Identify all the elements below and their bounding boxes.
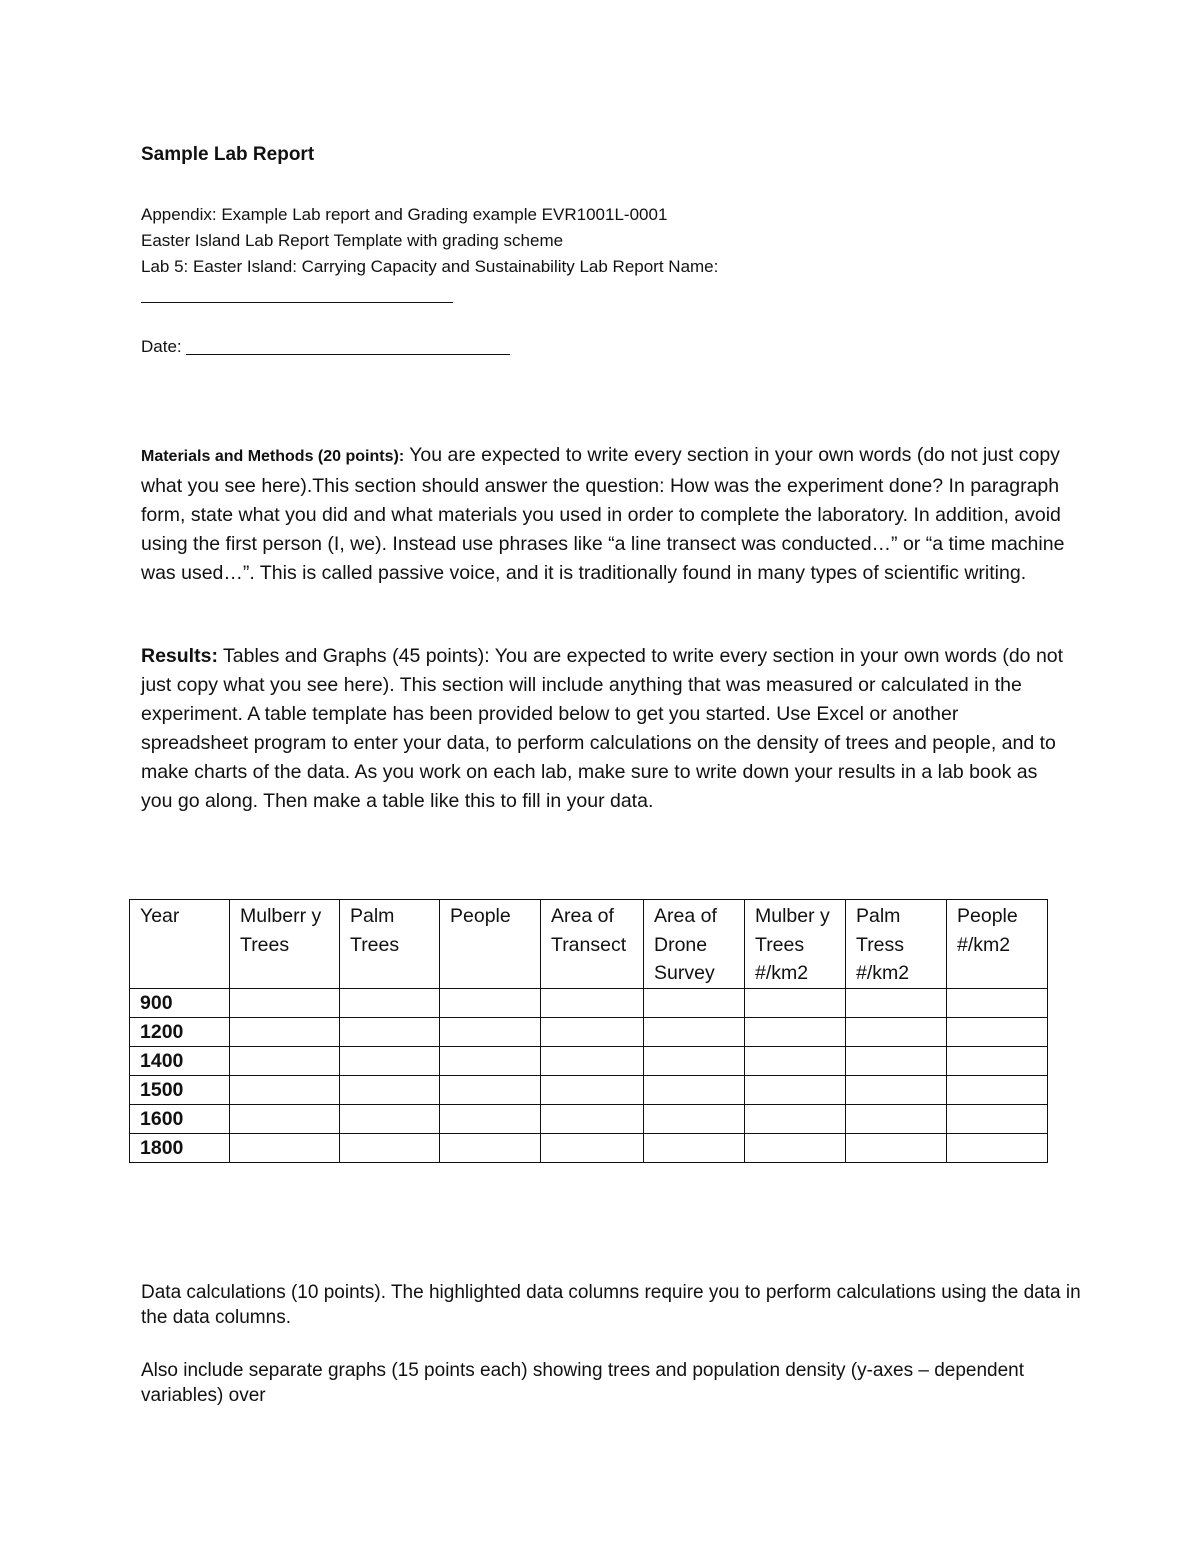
template-line: Easter Island Lab Report Template with grading scheme	[141, 231, 564, 250]
date-row	[141, 334, 510, 360]
table-cell[interactable]	[947, 989, 1048, 1018]
table-cell[interactable]	[644, 1134, 745, 1163]
table-row	[130, 1047, 1048, 1076]
table-cell[interactable]	[947, 1047, 1048, 1076]
date-label: Date:	[141, 337, 182, 356]
table-cell[interactable]	[947, 1105, 1048, 1134]
document-title: Sample Lab Report	[141, 144, 315, 165]
table-cell[interactable]	[644, 1018, 745, 1047]
table-cell[interactable]	[745, 1047, 846, 1076]
table-cell[interactable]	[745, 1134, 846, 1163]
header-block	[141, 202, 718, 280]
table-cell[interactable]	[644, 1047, 745, 1076]
header-mulberry-trees: Mulberr y Trees	[230, 900, 340, 989]
year-cell: 1200	[130, 1018, 230, 1047]
table-cell[interactable]	[846, 989, 947, 1018]
table-cell[interactable]	[230, 1047, 340, 1076]
table-cell[interactable]	[846, 1076, 947, 1105]
table-row	[130, 1018, 1048, 1047]
table-cell[interactable]	[541, 989, 644, 1018]
table-cell[interactable]	[440, 1076, 541, 1105]
table-cell[interactable]	[440, 1134, 541, 1163]
table-cell[interactable]	[745, 1105, 846, 1134]
table-cell[interactable]	[340, 1018, 440, 1047]
table-cell[interactable]	[846, 1134, 947, 1163]
table-row	[130, 989, 1048, 1018]
table-row	[130, 1134, 1048, 1163]
table-cell[interactable]	[440, 1018, 541, 1047]
table-cell[interactable]	[541, 1047, 644, 1076]
table-cell[interactable]	[644, 989, 745, 1018]
table-cell[interactable]	[846, 1105, 947, 1134]
table-cell[interactable]	[230, 1105, 340, 1134]
header-year: Year	[130, 900, 230, 989]
table-row	[130, 1076, 1048, 1105]
appendix-line: Appendix: Example Lab report and Grading example EVR1001L-0001	[141, 205, 668, 224]
table-cell[interactable]	[846, 1047, 947, 1076]
graphs-paragraph: Also include separate graphs (15 points each) showing trees and population density (y-axes – dependent variables) over	[141, 1360, 1025, 1406]
date-blank-line	[186, 354, 510, 355]
table-cell[interactable]	[440, 1105, 541, 1134]
table-cell[interactable]	[846, 1018, 947, 1047]
results-paragraph	[141, 642, 1066, 815]
header-people: People	[440, 900, 541, 989]
year-cell: 1500	[130, 1076, 230, 1105]
name-blank-line	[141, 302, 453, 303]
table-cell[interactable]	[947, 1134, 1048, 1163]
table-cell[interactable]	[644, 1105, 745, 1134]
header-area-transect: Area of Transect	[541, 900, 644, 989]
materials-methods-text: You are expected to write every section in your own words (do not just copy what you see here).This section should answer the question: How was the experiment done? In paragraph form, state what you did and what materials you used in order to complete the laboratory. In addition, avoid using the first person (I, we). Instead use phrases like “a line transect was conducted…” or “a time machine was used…”. This is called passive voice, and it is traditionally found in many types of scientific writing.	[141, 444, 1065, 584]
table-row	[130, 1105, 1048, 1134]
table-cell[interactable]	[230, 989, 340, 1018]
table-cell[interactable]	[440, 989, 541, 1018]
year-cell: 1800	[130, 1134, 230, 1163]
results-label: Results:	[141, 645, 218, 667]
header-mulberry-density: Mulber y Trees #/km2	[745, 900, 846, 989]
table-cell[interactable]	[541, 1018, 644, 1047]
table-cell[interactable]	[230, 1076, 340, 1105]
results-text: Tables and Graphs (45 points): You are expected to write every section in your own words (do not just copy what you see here). This section will include anything that was measured or calculated in the experiment. A table template has been provided below to get you started. Use Excel or another spreadsheet program to enter your data, to perform calculations on the density of trees and people, and to make charts of the data. As you work on each lab, make sure to write down your results in a lab book as you go along. Then make a table like this to fill in your data.	[141, 645, 1064, 812]
year-cell: 1400	[130, 1047, 230, 1076]
table-cell[interactable]	[340, 1047, 440, 1076]
table-cell[interactable]	[340, 1134, 440, 1163]
table-cell[interactable]	[745, 1018, 846, 1047]
table-cell[interactable]	[541, 1076, 644, 1105]
table-cell[interactable]	[541, 1134, 644, 1163]
year-cell: 1600	[130, 1105, 230, 1134]
data-calculations-paragraph: Data calculations (10 points). The highlighted data columns require you to perform calculations using the data in the data columns.	[141, 1282, 1081, 1328]
header-people-density: People #/km2	[947, 900, 1048, 989]
header-area-drone-survey: Area of Drone Survey	[644, 900, 745, 989]
table-cell[interactable]	[947, 1076, 1048, 1105]
table-cell[interactable]	[230, 1018, 340, 1047]
table-cell[interactable]	[340, 1076, 440, 1105]
table-cell[interactable]	[644, 1076, 745, 1105]
materials-methods-label: Materials and Methods (20 points):	[141, 448, 405, 465]
header-palm-density: Palm Tress #/km2	[846, 900, 947, 989]
table-cell[interactable]	[340, 989, 440, 1018]
table-cell[interactable]	[745, 1076, 846, 1105]
table-cell[interactable]	[947, 1018, 1048, 1047]
lab-name-line: Lab 5: Easter Island: Carrying Capacity and Sustainability Lab Report Name:	[141, 257, 719, 276]
materials-methods-paragraph	[141, 441, 1066, 588]
table-cell[interactable]	[440, 1047, 541, 1076]
data-table	[129, 899, 1048, 1163]
table-header-row	[130, 900, 1048, 989]
table-cell[interactable]	[541, 1105, 644, 1134]
year-cell: 900	[130, 989, 230, 1018]
table-cell[interactable]	[745, 989, 846, 1018]
table-cell[interactable]	[230, 1134, 340, 1163]
header-palm-trees: Palm Trees	[340, 900, 440, 989]
table-cell[interactable]	[340, 1105, 440, 1134]
